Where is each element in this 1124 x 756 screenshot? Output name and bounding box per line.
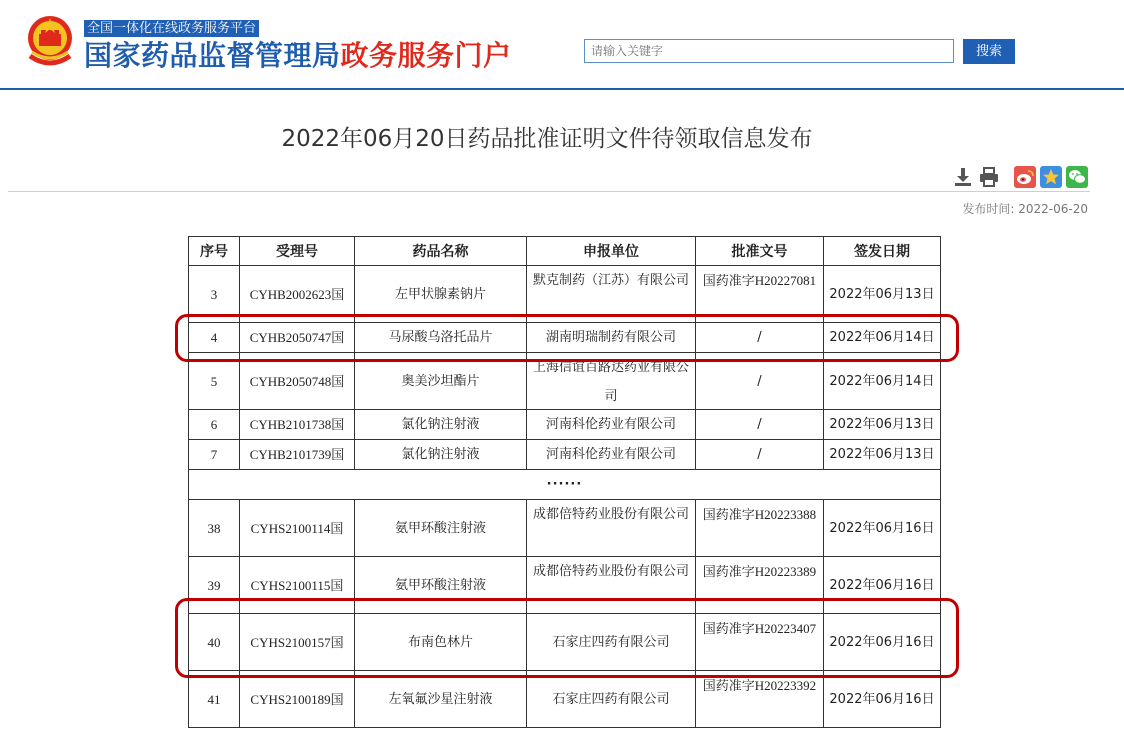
site-header <box>0 0 1124 88</box>
cell-approval-text: 国药准字H20223389 <box>702 564 817 579</box>
cell-drug-name: 布南色林片 <box>355 614 527 671</box>
cell-approval-no <box>696 557 824 614</box>
header-no: 序号 <box>189 237 240 266</box>
cell-applicant <box>527 353 696 410</box>
table-row <box>189 353 941 410</box>
download-icon[interactable] <box>952 166 974 188</box>
wechat-icon[interactable] <box>1066 166 1088 188</box>
cell-approval-no: / <box>696 323 824 353</box>
cell-applicant: 石家庄四药有限公司 <box>527 671 696 728</box>
cell-drug-name: 左氧氟沙星注射液 <box>355 671 527 728</box>
cell-accept-no: CYHS2100115国 <box>240 557 355 614</box>
ellipsis-cell: ······ <box>189 470 941 500</box>
title-divider <box>8 191 1090 192</box>
weibo-icon[interactable] <box>1014 166 1036 188</box>
cell-accept-no: CYHB2002623国 <box>240 266 355 323</box>
site-title-red: 政务服务门户 <box>340 39 512 72</box>
cell-approval-text: 国药准字H20227081 <box>702 273 817 288</box>
cell-issue-date: 2022年06月13日 <box>824 410 941 440</box>
table-row <box>189 671 941 728</box>
cell-applicant-text: 上海信谊百路达药业有限公司 <box>532 360 689 404</box>
cell-issue-date: 2022年06月16日 <box>824 671 941 728</box>
cell-applicant-text: 成都倍特药业股份有限公司 <box>532 564 689 579</box>
cell-drug-name: 左甲状腺素钠片 <box>355 266 527 323</box>
cell-approval-text: 国药准字H20223407 <box>702 621 817 636</box>
article-title: 2022年06月20日药品批准证明文件待领取信息发布 <box>281 126 813 152</box>
print-icon[interactable] <box>978 166 1000 188</box>
search-button[interactable]: 搜索 <box>963 39 1015 64</box>
cell-applicant: 河南科伦药业有限公司 <box>527 410 696 440</box>
table-row <box>189 614 941 671</box>
cell-drug-name: 马尿酸乌洛托品片 <box>355 323 527 353</box>
cell-approval-no: / <box>696 410 824 440</box>
cell-no: 41 <box>189 671 240 728</box>
table-row <box>189 410 941 440</box>
cell-approval-no <box>696 266 824 323</box>
publish-date: 发布时间: 2022-06-20 <box>962 202 1088 216</box>
header-approval-no: 批准文号 <box>696 237 824 266</box>
national-emblem-icon <box>22 12 78 70</box>
table-row <box>189 440 941 470</box>
cell-accept-no: CYHB2101739国 <box>240 440 355 470</box>
table-row <box>189 266 941 323</box>
header-accept-no: 受理号 <box>240 237 355 266</box>
cell-drug-name: 氨甲环酸注射液 <box>355 500 527 557</box>
cell-drug-name: 氨甲环酸注射液 <box>355 557 527 614</box>
cell-accept-no: CYHB2050747国 <box>240 323 355 353</box>
cell-applicant-text: 默克制药（江苏）有限公司 <box>532 273 689 288</box>
cell-applicant <box>527 266 696 323</box>
cell-drug-name: 氯化钠注射液 <box>355 410 527 440</box>
cell-no: 4 <box>189 323 240 353</box>
cell-no: 6 <box>189 410 240 440</box>
cell-applicant <box>527 500 696 557</box>
cell-accept-no: CYHB2101738国 <box>240 410 355 440</box>
cell-approval-no: / <box>696 353 824 410</box>
cell-applicant: 河南科伦药业有限公司 <box>527 440 696 470</box>
header-issue-date: 签发日期 <box>824 237 941 266</box>
cell-accept-no: CYHS2100114国 <box>240 500 355 557</box>
cell-approval-text: 国药准字H20223392 <box>702 678 817 693</box>
approval-table <box>188 236 941 728</box>
cell-applicant: 石家庄四药有限公司 <box>527 614 696 671</box>
table-ellipsis-row <box>189 470 941 500</box>
cell-accept-no: CYHB2050748国 <box>240 353 355 410</box>
cell-drug-name: 氯化钠注射液 <box>355 440 527 470</box>
cell-issue-date: 2022年06月14日 <box>824 353 941 410</box>
cell-issue-date: 2022年06月16日 <box>824 614 941 671</box>
cell-issue-date: 2022年06月16日 <box>824 557 941 614</box>
cell-approval-no: / <box>696 440 824 470</box>
header-drug-name: 药品名称 <box>355 237 527 266</box>
cell-applicant: 湖南明瑞制药有限公司 <box>527 323 696 353</box>
cell-approval-no <box>696 671 824 728</box>
table-row <box>189 323 941 353</box>
cell-applicant-text: 成都倍特药业股份有限公司 <box>532 507 689 522</box>
cell-approval-no <box>696 500 824 557</box>
cell-issue-date: 2022年06月14日 <box>824 323 941 353</box>
table-row <box>189 557 941 614</box>
favorite-star-icon[interactable] <box>1040 166 1062 188</box>
cell-accept-no: CYHS2100189国 <box>240 671 355 728</box>
cell-no: 5 <box>189 353 240 410</box>
cell-drug-name: 奥美沙坦酯片 <box>355 353 527 410</box>
table-row <box>189 500 941 557</box>
cell-applicant <box>527 557 696 614</box>
header-divider <box>0 88 1124 90</box>
table-header-row <box>189 237 941 266</box>
cell-issue-date: 2022年06月13日 <box>824 440 941 470</box>
site-title[interactable] <box>84 36 512 76</box>
cell-no: 39 <box>189 557 240 614</box>
site-title-blue: 国家药品监督管理局 <box>84 39 341 72</box>
cell-accept-no: CYHS2100157国 <box>240 614 355 671</box>
cell-no: 3 <box>189 266 240 323</box>
cell-issue-date: 2022年06月16日 <box>824 500 941 557</box>
cell-no: 7 <box>189 440 240 470</box>
cell-no: 38 <box>189 500 240 557</box>
cell-no: 40 <box>189 614 240 671</box>
platform-tag[interactable]: 全国一体化在线政务服务平台 <box>84 20 259 37</box>
header-applicant: 申报单位 <box>527 237 696 266</box>
cell-issue-date: 2022年06月13日 <box>824 266 941 323</box>
search-input[interactable] <box>584 39 954 63</box>
cell-approval-text: 国药准字H20223388 <box>702 507 817 522</box>
cell-approval-no <box>696 614 824 671</box>
